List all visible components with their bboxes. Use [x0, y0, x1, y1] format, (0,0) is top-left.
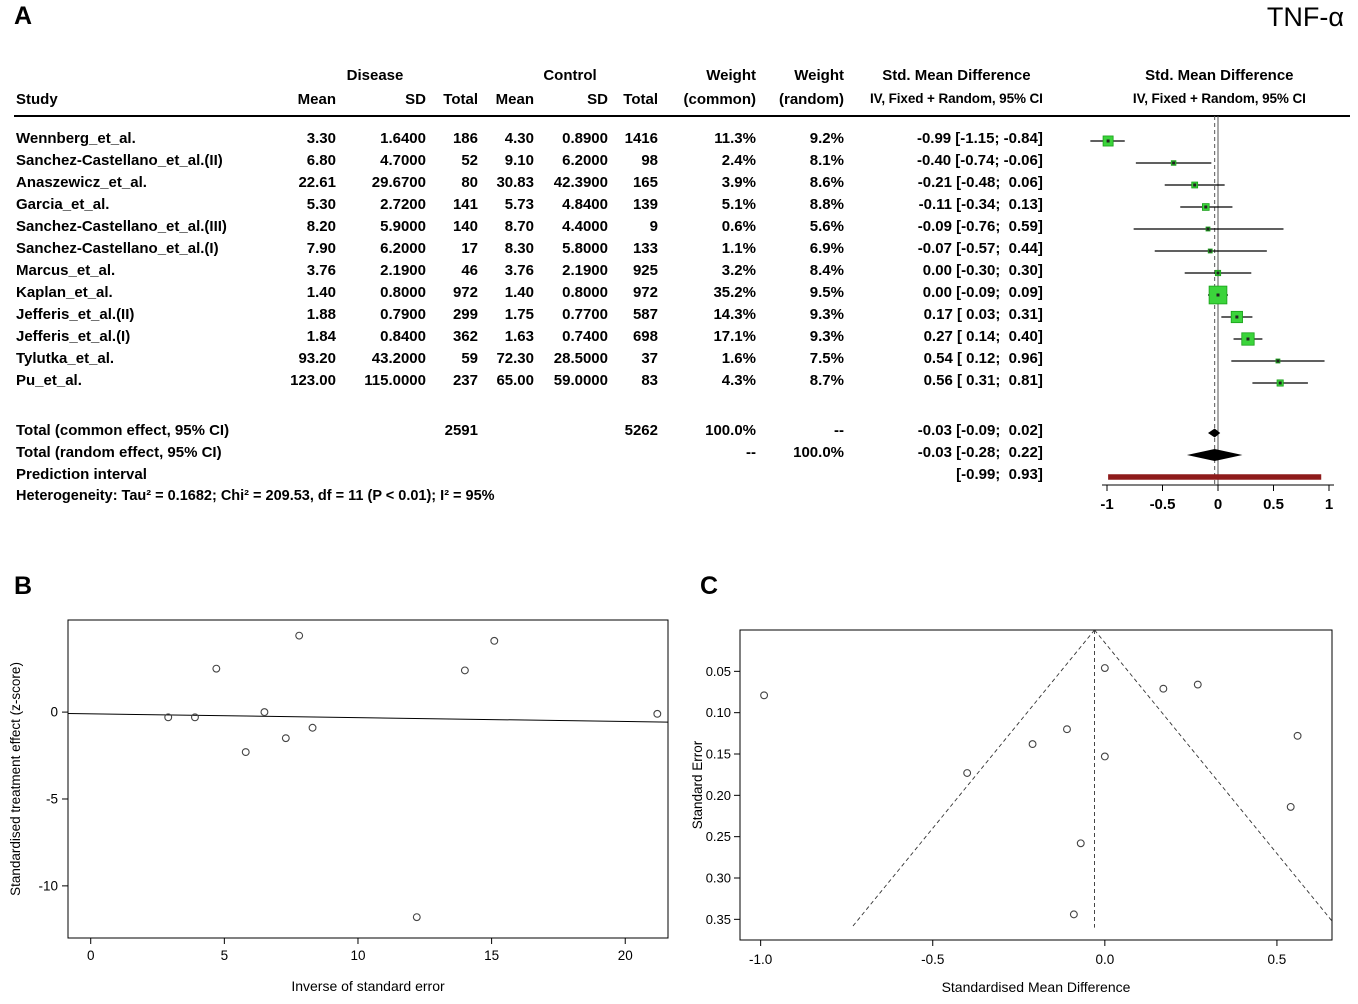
header-study: Study — [14, 88, 270, 116]
smd-ci-text: -0.03 [-0.09; 0.02] — [917, 422, 1043, 440]
control-total: 1416 — [624, 130, 658, 148]
disease-total: 972 — [452, 284, 478, 302]
weight-random: 7.5% — [809, 350, 844, 368]
smd-ci-text: -0.40 [-0.74; -0.06] — [916, 152, 1043, 170]
weight-random: 8.4% — [809, 262, 844, 280]
weight-common: 17.1% — [713, 328, 756, 346]
disease-mean: 3.30 — [306, 130, 336, 148]
smd-ci-text: -0.99 [-1.15; -0.84] — [916, 130, 1043, 148]
disease-sd — [338, 442, 428, 464]
control-total: 5262 — [624, 422, 658, 440]
header-control-mean: Mean — [480, 88, 536, 116]
disease-sd: 4.7000 — [380, 152, 426, 170]
panel-c-label: C — [700, 572, 719, 600]
disease-mean: 8.20 — [306, 218, 336, 236]
weight-random: 9.2% — [809, 130, 844, 148]
control-mean — [480, 442, 536, 464]
data-point — [309, 724, 316, 731]
control-mean: 1.75 — [504, 306, 534, 324]
weight-common: -- — [746, 444, 756, 462]
plot-box — [740, 630, 1332, 940]
disease-mean: 6.80 — [306, 152, 336, 170]
study-name: Marcus_et_al. — [16, 262, 116, 280]
figure-title-tnf-alpha: TNF-α — [1266, 2, 1344, 32]
smd-ci-text: -0.03 [-0.28; 0.22] — [917, 444, 1043, 462]
study-name: Sanchez-Castellano_et_al.(I) — [16, 240, 219, 258]
smd-ci-text: -0.07 [-0.57; 0.44] — [917, 240, 1043, 258]
effect-point — [1107, 140, 1110, 143]
plot-box — [68, 620, 668, 938]
x-tick-label: 10 — [350, 948, 366, 963]
control-sd — [536, 442, 610, 464]
control-mean: 4.30 — [504, 130, 534, 148]
weight-random: 9.5% — [809, 284, 844, 302]
control-mean: 30.83 — [496, 174, 534, 192]
header-weight-common-sub: (common) — [660, 88, 758, 116]
control-sd: 2.1900 — [562, 262, 608, 280]
data-point — [1029, 741, 1036, 748]
control-mean: 5.73 — [504, 196, 534, 214]
data-point — [413, 914, 420, 921]
control-total: 925 — [632, 262, 658, 280]
weight-common: 35.2% — [713, 284, 756, 302]
y-tick-label: -10 — [38, 878, 58, 894]
disease-sd: 2.7200 — [380, 196, 426, 214]
disease-mean: 22.61 — [298, 174, 336, 192]
control-mean: 9.10 — [504, 152, 534, 170]
funnel-plot-graphic — [690, 560, 1358, 1004]
random-effect-diamond — [1187, 449, 1243, 461]
study-name: Tylutka_et_al. — [16, 350, 115, 368]
weight-random: 8.6% — [809, 174, 844, 192]
weight-random: 8.7% — [809, 372, 844, 390]
effect-point — [1276, 360, 1279, 363]
control-sd: 0.8000 — [562, 284, 608, 302]
control-sd: 4.4000 — [562, 218, 608, 236]
effect-point — [1279, 382, 1282, 385]
control-sd: 6.2000 — [562, 152, 608, 170]
header-iv-ci-plot: IV, Fixed + Random, 95% CI — [1045, 88, 1350, 116]
control-mean: 3.76 — [504, 262, 534, 280]
x-axis-title: Inverse of standard error — [291, 978, 445, 994]
disease-sd: 43.2000 — [371, 350, 426, 368]
control-mean: 1.63 — [504, 328, 534, 346]
disease-total: 140 — [452, 218, 478, 236]
y-tick-label: 0.30 — [705, 870, 731, 886]
control-total: 37 — [641, 350, 658, 368]
study-name: Pu_et_al. — [16, 372, 82, 390]
x-tick-label: -0.5 — [921, 952, 945, 967]
weight-common: 0.6% — [721, 218, 756, 236]
disease-sd: 115.0000 — [364, 372, 426, 390]
panel-b-label: B — [14, 572, 33, 600]
disease-mean: 5.30 — [306, 196, 336, 214]
effect-point — [1207, 228, 1210, 231]
regression-line — [68, 714, 668, 723]
disease-mean — [270, 464, 338, 486]
effect-point — [1209, 250, 1212, 253]
data-point — [491, 637, 498, 644]
header-iv-ci-text: IV, Fixed + Random, 95% CI — [846, 88, 1045, 116]
study-name: Prediction interval — [16, 466, 147, 484]
study-name: Anaszewicz_et_al. — [16, 174, 147, 192]
data-point — [964, 770, 971, 777]
x-tick-label: -0.5 — [1149, 496, 1176, 513]
study-name: Total (common effect, 95% CI) — [16, 422, 230, 440]
smd-ci-text: 0.54 [ 0.12; 0.96] — [923, 350, 1043, 368]
effect-point — [1172, 162, 1175, 165]
effect-point — [1235, 316, 1238, 319]
control-mean: 1.40 — [504, 284, 534, 302]
data-point — [1160, 685, 1167, 692]
disease-total — [428, 464, 480, 486]
weight-common: 100.0% — [705, 422, 756, 440]
control-total: 698 — [632, 328, 658, 346]
smd-ci-text: 0.27 [ 0.14; 0.40] — [923, 328, 1043, 346]
weight-common: 3.2% — [721, 262, 756, 280]
disease-sd: 5.9000 — [380, 218, 426, 236]
data-point — [242, 749, 249, 756]
header-control-total: Total — [610, 88, 660, 116]
data-point — [261, 709, 268, 716]
disease-mean — [270, 442, 338, 464]
weight-common: 5.1% — [721, 196, 756, 214]
disease-total: 46 — [461, 262, 478, 280]
disease-mean: 93.20 — [298, 350, 336, 368]
x-tick-label: 0 — [1213, 496, 1223, 513]
panels-b-and-c — [0, 560, 1358, 1004]
funnel-left-boundary — [852, 630, 1095, 928]
x-tick-label: 0.0 — [1095, 952, 1115, 967]
control-total: 972 — [632, 284, 658, 302]
header-smd-plot: Std. Mean Difference — [1145, 67, 1294, 85]
disease-total: 2591 — [444, 422, 478, 440]
disease-total: 80 — [461, 174, 478, 192]
disease-total: 362 — [452, 328, 478, 346]
disease-sd: 0.8400 — [380, 328, 426, 346]
data-point — [282, 735, 289, 742]
y-tick-label: 0.20 — [705, 787, 731, 803]
disease-total: 59 — [461, 350, 478, 368]
study-name: Garcia_et_al. — [16, 196, 110, 214]
study-name: Kaplan_et_al. — [16, 284, 113, 302]
control-mean — [480, 420, 536, 442]
header-disease-total: Total — [428, 88, 480, 116]
y-tick-label: 0.15 — [705, 746, 731, 762]
x-tick-label: -1.0 — [749, 952, 773, 967]
disease-mean: 1.40 — [306, 284, 336, 302]
weight-random: 8.1% — [809, 152, 844, 170]
control-sd: 42.3900 — [553, 174, 608, 192]
control-sd: 0.7700 — [562, 306, 608, 324]
weight-random: -- — [834, 422, 844, 440]
header-group-disease: Disease — [346, 67, 404, 85]
weight-random: 9.3% — [809, 306, 844, 324]
disease-sd: 0.7900 — [380, 306, 426, 324]
smd-ci-text: -0.21 [-0.48; 0.06] — [917, 174, 1043, 192]
control-total — [610, 464, 660, 486]
data-point — [1101, 665, 1108, 672]
radial-plot-graphic — [0, 560, 690, 1004]
control-sd: 28.5000 — [553, 350, 608, 368]
header-disease-sd: SD — [338, 88, 428, 116]
y-tick-label: 0.35 — [705, 911, 731, 927]
x-tick-label: -1 — [1100, 496, 1114, 513]
y-tick-label: 0 — [50, 704, 58, 720]
disease-total: 52 — [461, 152, 478, 170]
control-sd: 0.7400 — [562, 328, 608, 346]
y-tick-label: 0.05 — [705, 663, 731, 679]
control-sd: 59.0000 — [553, 372, 608, 390]
header-weight-common: Weight — [706, 67, 756, 85]
weight-random: 8.8% — [809, 196, 844, 214]
header-group-control: Control — [543, 67, 597, 85]
disease-mean: 123.00 — [290, 372, 336, 390]
header-control-sd: SD — [536, 88, 610, 116]
smd-ci-text: -0.09 [-0.76; 0.59] — [917, 218, 1043, 236]
control-sd: 4.8400 — [562, 196, 608, 214]
header-weight-random: Weight — [794, 67, 844, 85]
weight-common: 11.3% — [714, 130, 756, 148]
disease-mean: 1.84 — [306, 328, 336, 346]
data-point — [761, 692, 768, 699]
data-point — [461, 667, 468, 674]
disease-sd: 6.2000 — [380, 240, 426, 258]
control-mean: 8.70 — [504, 218, 534, 236]
smd-ci-text: 0.00 [-0.30; 0.30] — [922, 262, 1043, 280]
funnel-region — [852, 630, 1338, 928]
data-point — [1070, 911, 1077, 918]
control-total: 165 — [632, 174, 658, 192]
data-point — [1077, 840, 1084, 847]
effect-point — [1204, 206, 1207, 209]
effect-point — [1193, 184, 1196, 187]
disease-total: 141 — [452, 196, 478, 214]
x-tick-label: 20 — [617, 948, 633, 963]
control-mean — [480, 464, 536, 486]
disease-total — [428, 442, 480, 464]
smd-ci-text: [-0.99; 0.93] — [956, 466, 1043, 484]
x-tick-label: 5 — [220, 948, 229, 963]
y-tick-label: -5 — [45, 791, 58, 807]
data-point — [1287, 804, 1294, 811]
weight-common: 2.4% — [721, 152, 756, 170]
disease-mean: 3.76 — [306, 262, 336, 280]
heterogeneity-note: Heterogeneity: Tau² = 0.1682; Chi² = 209.53, df = 11 (P < 0.01); I² = 95% — [16, 488, 495, 505]
disease-total: 17 — [461, 240, 478, 258]
data-point — [296, 632, 303, 639]
disease-sd: 29.6700 — [371, 174, 426, 192]
disease-mean: 1.88 — [306, 306, 336, 324]
smd-ci-text: 0.56 [ 0.31; 0.81] — [923, 372, 1043, 390]
data-point — [213, 665, 220, 672]
control-total: 83 — [641, 372, 658, 390]
weight-random: 5.6% — [809, 218, 844, 236]
control-total: 9 — [649, 218, 658, 236]
study-name: Jefferis_et_al.(I) — [16, 328, 131, 346]
control-mean: 8.30 — [504, 240, 534, 258]
x-tick-label: 0.5 — [1263, 496, 1284, 513]
data-point — [1194, 681, 1201, 688]
disease-sd — [338, 464, 428, 486]
x-axis-title: Standardised Mean Difference — [941, 979, 1131, 995]
weight-common: 1.1% — [721, 240, 756, 258]
y-tick-label: 0.10 — [705, 705, 731, 721]
disease-mean: 7.90 — [306, 240, 336, 258]
smd-ci-text: 0.17 [ 0.03; 0.31] — [923, 306, 1043, 324]
panel-a-label: A — [14, 2, 33, 30]
smd-ci-text: -0.11 [-0.34; 0.13] — [918, 196, 1043, 214]
y-tick-label: 0.25 — [705, 829, 731, 845]
funnel-right-boundary — [1095, 630, 1338, 928]
x-tick-label: 1 — [1324, 496, 1334, 513]
smd-ci-text: 0.00 [-0.09; 0.09] — [922, 284, 1043, 302]
disease-sd — [338, 420, 428, 442]
control-sd: 0.8900 — [562, 130, 608, 148]
disease-mean — [270, 420, 338, 442]
study-name: Sanchez-Castellano_et_al.(II) — [16, 152, 223, 170]
weight-common: 1.6% — [721, 350, 756, 368]
control-total — [610, 442, 660, 464]
disease-total: 186 — [452, 130, 478, 148]
weight-random — [758, 464, 846, 486]
control-total: 587 — [632, 306, 658, 324]
y-axis-title: Standardised treatment effect (z-score) — [8, 662, 23, 896]
disease-total: 299 — [452, 306, 478, 324]
weight-common — [660, 464, 758, 486]
prediction-interval-bar — [1108, 474, 1321, 480]
weight-common: 3.9% — [721, 174, 756, 192]
disease-sd: 0.8000 — [380, 284, 426, 302]
header-spacer — [14, 64, 270, 88]
header-smd-text: Std. Mean Difference — [882, 67, 1031, 85]
weight-common: 4.3% — [721, 372, 756, 390]
effect-point — [1217, 272, 1220, 275]
weight-random: 6.9% — [809, 240, 844, 258]
data-point — [1294, 732, 1301, 739]
study-name: Sanchez-Castellano_et_al.(III) — [16, 218, 227, 236]
control-sd — [536, 420, 610, 442]
control-mean: 72.30 — [496, 350, 534, 368]
data-point — [1101, 753, 1108, 760]
forest-plot-graphic — [1056, 64, 1358, 534]
y-axis-title: Standard Error — [690, 740, 705, 830]
study-name: Total (random effect, 95% CI) — [16, 444, 222, 462]
disease-sd: 2.1900 — [380, 262, 426, 280]
weight-random: 100.0% — [793, 444, 844, 462]
control-total: 139 — [632, 196, 658, 214]
control-sd: 5.8000 — [562, 240, 608, 258]
control-total: 98 — [641, 152, 658, 170]
effect-point — [1246, 338, 1249, 341]
weight-common: 14.3% — [713, 306, 756, 324]
x-tick-label: 15 — [484, 948, 500, 963]
effect-point — [1217, 294, 1220, 297]
study-name: Wennberg_et_al. — [16, 130, 136, 148]
data-point — [654, 710, 661, 717]
data-point — [1064, 726, 1071, 733]
study-name: Jefferis_et_al.(II) — [16, 306, 135, 324]
header-weight-random-sub: (random) — [758, 88, 846, 116]
disease-sd: 1.6400 — [380, 130, 426, 148]
header-disease-mean: Mean — [270, 88, 338, 116]
disease-total: 237 — [452, 372, 478, 390]
control-mean: 65.00 — [496, 372, 534, 390]
control-total: 133 — [632, 240, 658, 258]
x-tick-label: 0.5 — [1267, 952, 1287, 967]
x-tick-label: 0 — [86, 948, 95, 963]
control-sd — [536, 464, 610, 486]
weight-random: 9.3% — [809, 328, 844, 346]
